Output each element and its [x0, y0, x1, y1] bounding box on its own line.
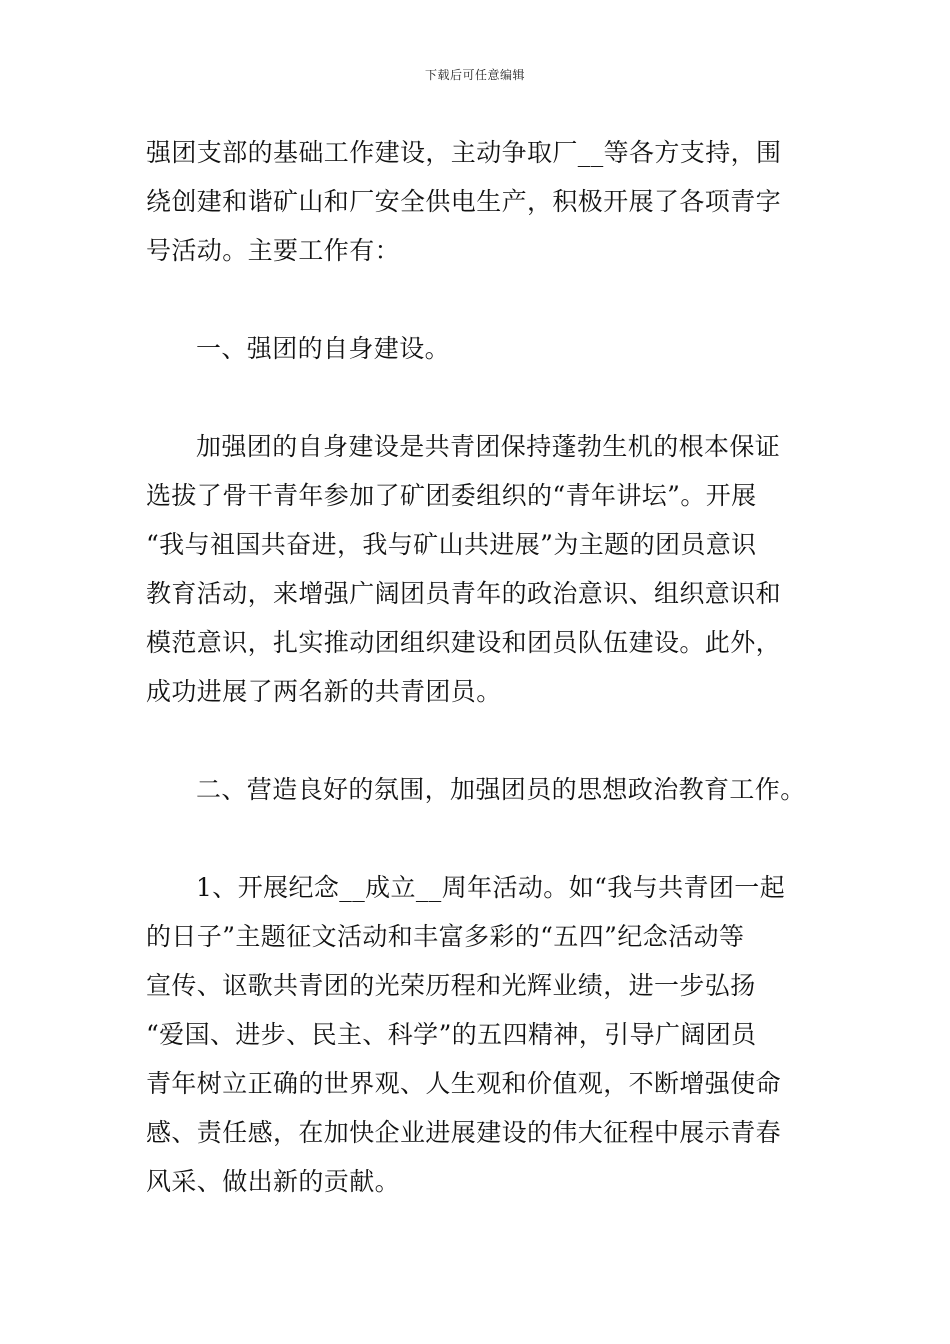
text-line: 加强团的自身建设是共青团保持蓬勃生机的根本保证 — [196, 432, 781, 461]
text-line: 青年树立正确的世界观、人生观和价值观，不断增强使命 — [146, 1069, 782, 1098]
header-note: 下载后可任意编辑 — [424, 68, 525, 82]
text-line: 教育活动，来增强广阔团员青年的政治意识、组织意识和 — [146, 579, 782, 608]
text-line: 的日子”主题征文活动和丰富多彩的“五四”纪念活动等 — [146, 922, 745, 951]
text-line: 选拔了骨干青年参加了矿团委组织的“青年讲坛”。开展 — [146, 481, 757, 510]
text-line: 1、开展纪念__成立__周年活动。如“我与共青团一起 — [196, 873, 786, 902]
paragraph-gap — [146, 814, 810, 863]
text-line: 成功进展了两名新的共青团员。 — [146, 677, 502, 706]
paragraph-gap — [146, 275, 810, 324]
text-line: 强团支部的基础工作建设，主动争取厂__等各方支持，围 — [146, 138, 782, 167]
paragraph-gap — [146, 373, 810, 422]
section-heading-2: 二、营造良好的氛围，加强团员的思想政治教育工作。 — [196, 775, 806, 804]
text-line: “爱国、进步、民主、科学”的五四精神，引导广阔团员 — [146, 1020, 757, 1049]
text-line: 宣传、讴歌共青团的光荣历程和光辉业绩，进一步弘扬 — [146, 971, 756, 1000]
text-line: 风采、做出新的贡献。 — [146, 1167, 401, 1196]
text-line: “我与祖国共奋进，我与矿山共进展”为主题的团员意识 — [146, 530, 757, 559]
text-line: 绕创建和谐矿山和厂安全供电生产，积极开展了各项青字 — [146, 187, 782, 216]
text-line: 模范意识，扎实推动团组织建设和团员队伍建设。此外， — [146, 628, 782, 657]
section-heading-1: 一、强团的自身建设。 — [196, 334, 451, 363]
text-line: 号活动。主要工作有： — [146, 236, 401, 265]
text-line: 感、责任感，在加快企业进展建设的伟大征程中展示青春 — [146, 1118, 782, 1147]
paragraph-gap — [146, 716, 810, 765]
document-body — [146, 128, 810, 1206]
